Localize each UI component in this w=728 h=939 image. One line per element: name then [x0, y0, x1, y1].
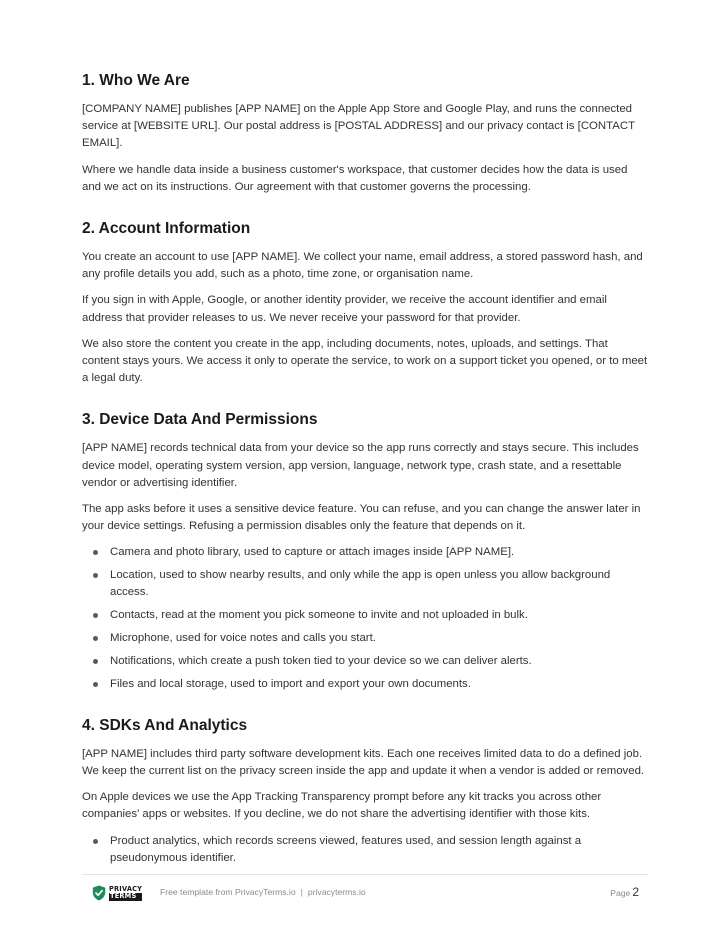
bullet-icon [93, 682, 98, 687]
shield-check-icon [92, 885, 106, 901]
list-item: Location, used to show nearby results, and only while the app is open unless you allow background access. [82, 567, 648, 601]
section-heading-device-data: 3. Device Data And Permissions [82, 411, 318, 429]
list-item: Files and local storage, used to import and export your own documents. [82, 676, 648, 693]
section-paragraph: [COMPANY NAME] publishes [APP NAME] on the Apple App Store and Google Play, and runs the connected service at [WEBSITE URL]. Our postal address is [POSTAL ADDRESS] and our privacy contact is [CONTACT EMAIL]. [82, 103, 635, 150]
section-heading-who-we-are: 1. Who We Are [82, 72, 190, 89]
footer-site-link[interactable]: privacyterms.io [307, 887, 366, 897]
logo-line-1: PRIVACY [109, 884, 143, 893]
bullet-icon [93, 573, 98, 578]
page-footer [82, 874, 648, 905]
bullet-icon [93, 839, 98, 844]
list-item: Product analytics, which records screens viewed, features used, and session length against a pseudonymous identifier. [82, 833, 648, 867]
section-paragraph: You create an account to use [APP NAME]. We collect your name, email address, a stored password hash, and any profile details you add, such as a photo, time zone, or organisation name. [82, 251, 643, 281]
page-number [610, 885, 639, 899]
section-paragraph: [APP NAME] includes third party software development kits. Each one receives limited data to do a defined job. We keep the current list on the privacy screen inside the app and update it when a vendor is added or removed. [82, 747, 645, 778]
section-heading-sdks-analytics: 4. SDKs And Analytics [82, 716, 248, 734]
section-paragraph: We also store the content you create in the app, including documents, notes, uploads, and settings. That content stays yours. We access it only to operate the service, to work on a support ticket you opened, or to meet a legal duty. [82, 337, 648, 385]
page-number-value: 2 [632, 885, 639, 899]
footer-separator: | [300, 887, 303, 897]
sdk-list [82, 833, 648, 867]
section-heading-account-information: 2. Account Information [82, 220, 251, 238]
page-label: Page [610, 888, 631, 898]
section-paragraph: On Apple devices we use the App Tracking Transparency prompt before any kit tracks you across other companies' apps or websites. If you decline, we do not share the advertising identifier with those kits. [82, 791, 602, 821]
section-paragraph: [APP NAME] records technical data from your device so the app runs correctly and stays secure. This includes device model, operating system version, app version, language, network type, crash state, and a resettable vendor or advertising identifier. [82, 442, 639, 489]
permission-list [82, 544, 648, 692]
bullet-icon [93, 613, 98, 618]
bullet-icon [93, 636, 98, 641]
footer-note [160, 887, 366, 897]
section-paragraph: The app asks before it uses a sensitive device feature. You can refuse, and you can change the answer later in your device settings. Refusing a permission disables only the feature that depends on it. [82, 503, 641, 533]
privacy-terms-logo [92, 884, 142, 902]
list-item: Contacts, read at the moment you pick someone to invite and not uploaded in bulk. [82, 607, 648, 624]
section-paragraph: Where we handle data inside a business customer's workspace, that customer decides how the data is used and we act on its instructions. Our agreement with that customer governs the processing. [82, 163, 628, 193]
list-item: Camera and photo library, used to capture or attach images inside [APP NAME]. [82, 544, 648, 561]
document-body [82, 70, 648, 873]
bullet-icon [93, 550, 98, 555]
list-item: Microphone, used for voice notes and calls you start. [82, 630, 648, 647]
list-item: Notifications, which create a push token tied to your device so we can deliver alerts. [82, 653, 648, 670]
bullet-icon [93, 659, 98, 664]
logo-line-2: TERMS [109, 893, 142, 901]
footer-template-link[interactable]: Free template from PrivacyTerms.io [160, 887, 296, 897]
section-paragraph: If you sign in with Apple, Google, or another identity provider, we receive the account identifier and email address that provider releases to us. We never receive your password for that provider. [82, 294, 607, 324]
